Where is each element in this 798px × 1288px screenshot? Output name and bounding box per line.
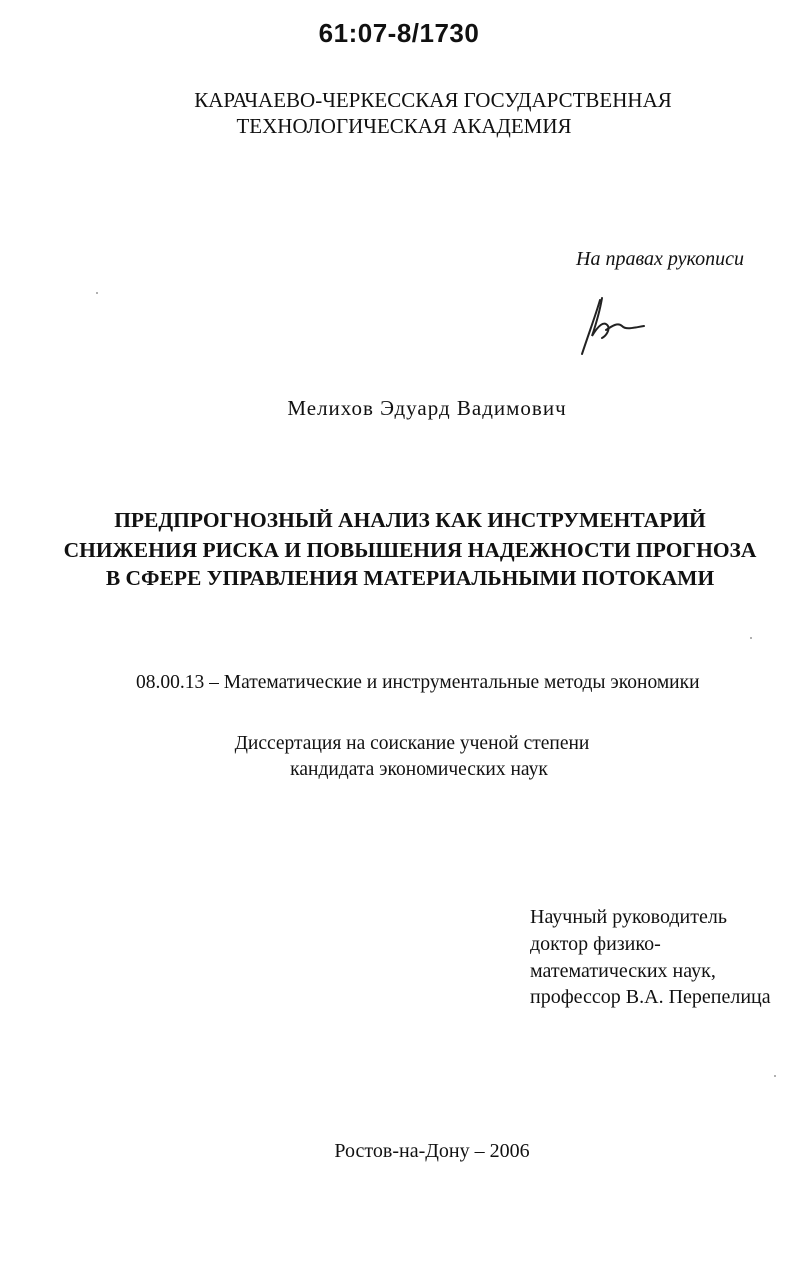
manuscript-rights-note: На правах рукописи <box>576 248 744 270</box>
archive-code: 61:07-8/1730 <box>318 18 480 48</box>
author-name: Мелихов Эдуард Вадимович <box>287 396 567 420</box>
thesis-title-line-1: ПРЕДПРОГНОЗНЫЙ АНАЛИЗ КАК ИНСТРУМЕНТАРИЙ <box>114 508 706 532</box>
scan-speck <box>750 637 752 639</box>
dissertation-type-line-2: кандидата экономических наук <box>290 759 548 780</box>
thesis-title-line-2: СНИЖЕНИЯ РИСКА И ПОВЫШЕНИЯ НАДЕЖНОСТИ ПРОГНОЗА <box>63 538 757 562</box>
institution-line-1: КАРАЧАЕВО-ЧЕРКЕССКАЯ ГОСУДАРСТВЕННАЯ <box>194 88 672 112</box>
thesis-title-line-3: В СФЕРЕ УПРАВЛЕНИЯ МАТЕРИАЛЬНЫМИ ПОТОКАМИ <box>105 566 715 590</box>
specialty-code: 08.00.13 – Математические и инструментальные методы экономики <box>136 672 700 693</box>
scan-speck <box>774 1075 776 1077</box>
supervisor-line-4: профессор В.А. Перепелица <box>530 986 771 1008</box>
institution-line-2: ТЕХНОЛОГИЧЕСКАЯ АКАДЕМИЯ <box>236 114 572 138</box>
city-year: Ростов-на-Дону – 2006 <box>334 1140 530 1162</box>
supervisor-line-2: доктор физико- <box>530 933 661 955</box>
scan-speck <box>96 292 98 294</box>
supervisor-line-3: математических наук, <box>530 960 716 982</box>
signature-icon <box>578 296 648 358</box>
supervisor-line-1: Научный руководитель <box>530 906 727 928</box>
dissertation-type-line-1: Диссертация на соискание ученой степени <box>234 733 590 754</box>
